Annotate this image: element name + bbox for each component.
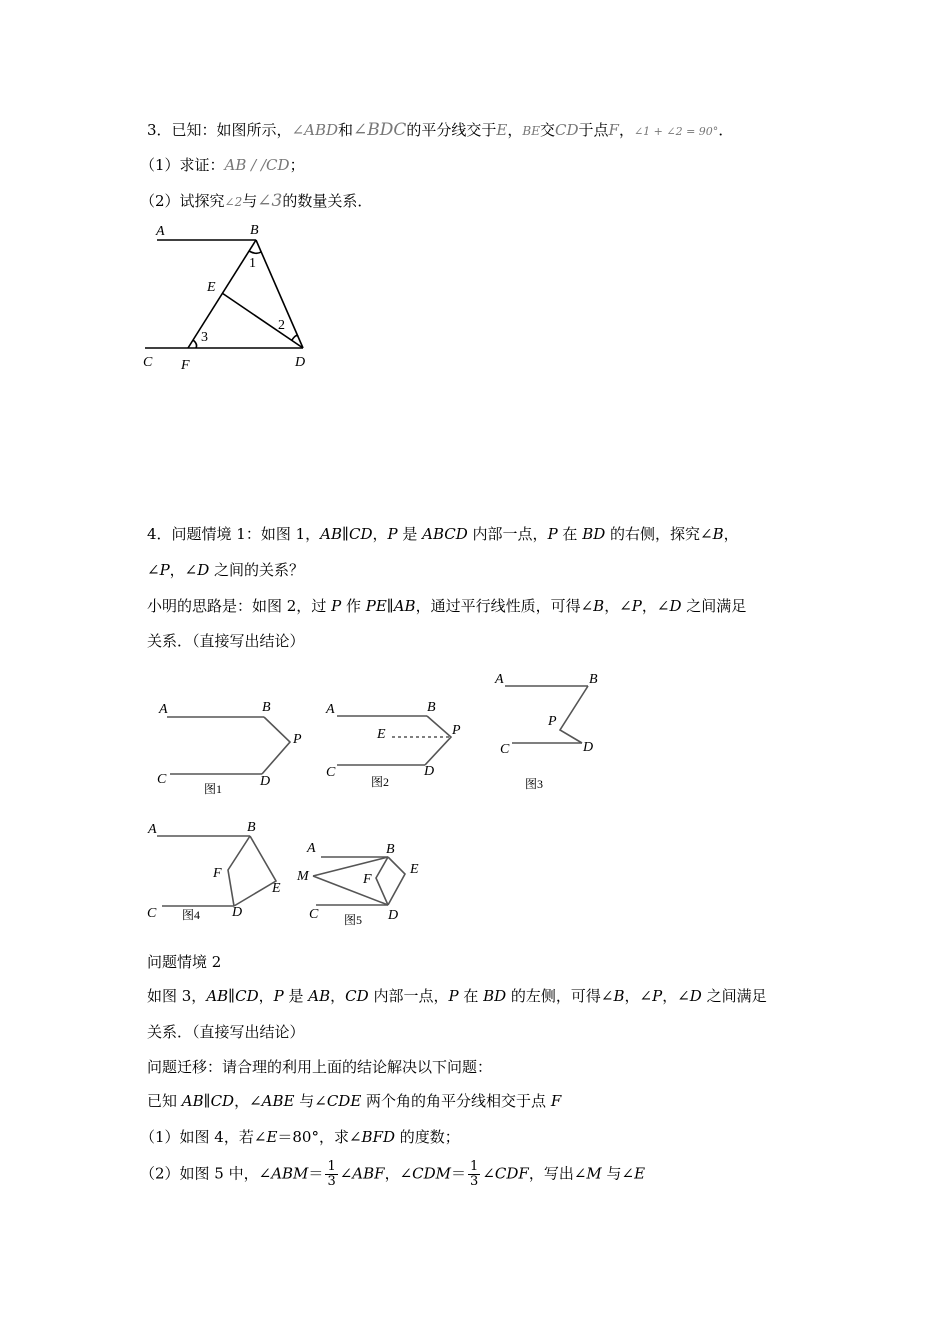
fig4-label-c: C [147, 906, 157, 921]
fig3-label-c: C [500, 742, 510, 757]
p3-sub2: （2）试探究∠2与∠3的数量关系． [140, 191, 373, 211]
fig4-bfd [228, 836, 250, 906]
sit2-line2: 关系．（直接写出结论） [147, 1023, 305, 1041]
fig3-bpd [560, 686, 588, 743]
fig4-label-d: D [232, 905, 243, 920]
fig2-label-p: P [452, 723, 461, 738]
p3-label-e: E [207, 280, 216, 295]
fig2-label-b: B [427, 700, 436, 715]
fraction-one-third: $\frac{1}{3}$ [327, 1159, 336, 1189]
p3-label-d: D [295, 355, 306, 370]
p4-line1: 4．问题情境 1：如图 1，AB∥CD，P 是 ABCD 内部一点，P 在 BD 的右侧，探究∠B， [147, 525, 739, 543]
fig2-caption: 图2 [371, 775, 390, 789]
fig1-label-c: C [157, 772, 167, 787]
fig5-label-c: C [309, 907, 319, 922]
fig4-caption: 图4 [182, 908, 201, 922]
fig5-label-e: E [410, 862, 419, 877]
p3-label-2: 2 [278, 318, 285, 333]
fraction-one-third-2: $\frac{1}{3}$ [470, 1159, 479, 1189]
p3-label-3: 3 [201, 330, 208, 345]
fig1-label-a: A [159, 702, 168, 717]
fig5-label-b: B [386, 842, 395, 857]
question-2: （2）如图 5 中，∠ABM＝ $\frac{1}{3}$ ∠ABF，∠CDM＝ $\frac{1}{3}$ ∠CDF，写出∠M 与∠E [140, 1159, 646, 1189]
fig5-label-a: A [307, 841, 316, 856]
question-1: （1）如图 4，若∠E＝80°，求∠BFD 的度数； [140, 1128, 460, 1146]
fig2-label-d: D [424, 764, 435, 779]
fig1-label-b: B [262, 700, 271, 715]
sit2-title: 问题情境 2 [147, 953, 222, 971]
fig3-label-a: A [495, 672, 504, 687]
p3-label-1: 1 [249, 256, 256, 271]
fig2-bpd [425, 716, 451, 765]
p3-sub1: （1）求证：AB / /CD； [140, 156, 305, 174]
fig3-label-p: P [548, 714, 557, 729]
fig1-caption: 图1 [204, 782, 223, 796]
fig4-label-f: F [213, 866, 222, 881]
sit2-line1: 如图 3，AB∥CD，P 是 AB，CD 内部一点，P 在 BD 的左侧，可得∠B，∠P，∠D 之间满足 [147, 987, 767, 1005]
p3-statement: 3．已知：如图所示，∠ABD和∠BDC的平分线交于E，BE交CD于点F，∠1 + ∠2 = 90°． [147, 120, 734, 140]
fig2-label-c: C [326, 765, 336, 780]
fig3-caption: 图3 [525, 777, 544, 791]
p3-label-f: F [181, 358, 190, 373]
fig4-bed [234, 836, 276, 906]
fig5-label-d: D [388, 908, 399, 923]
fig2-label-a: A [326, 702, 335, 717]
fig4-label-b: B [247, 820, 256, 835]
fig5-caption: 图5 [344, 913, 363, 927]
fig4-label-a: A [148, 822, 157, 837]
transfer-line: 问题迁移：请合理的利用上面的结论解决以下问题： [147, 1058, 493, 1076]
fig5-label-m: M [297, 869, 309, 884]
fig5-line-mb [313, 857, 388, 876]
p3-label-b: B [250, 223, 259, 238]
fig5-label-f: F [363, 872, 372, 887]
fig1-bpd [262, 717, 290, 774]
fig4-label-e: E [272, 881, 281, 896]
fig5-bed [388, 857, 405, 905]
fig1-label-d: D [260, 774, 271, 789]
p4-line3: 小明的思路是：如图 2，过 P 作 PE∥AB，通过平行线性质，可得∠B，∠P，∠D 之间满足 [147, 597, 747, 615]
p3-label-c: C [143, 355, 153, 370]
fig5-bfd [376, 857, 388, 905]
p4-line4: 关系．（直接写出结论） [147, 632, 305, 650]
p4-line2: ∠P，∠D 之间的关系？ [147, 561, 305, 579]
fig3-label-b: B [589, 672, 598, 687]
p3-label-a: A [156, 224, 165, 239]
fig3-label-d: D [583, 740, 594, 755]
fig1-label-p: P [293, 732, 302, 747]
fig2-label-e: E [377, 727, 386, 742]
known-line: 已知 AB∥CD，∠ABE 与∠CDE 两个角的角平分线相交于点 F [147, 1092, 562, 1110]
